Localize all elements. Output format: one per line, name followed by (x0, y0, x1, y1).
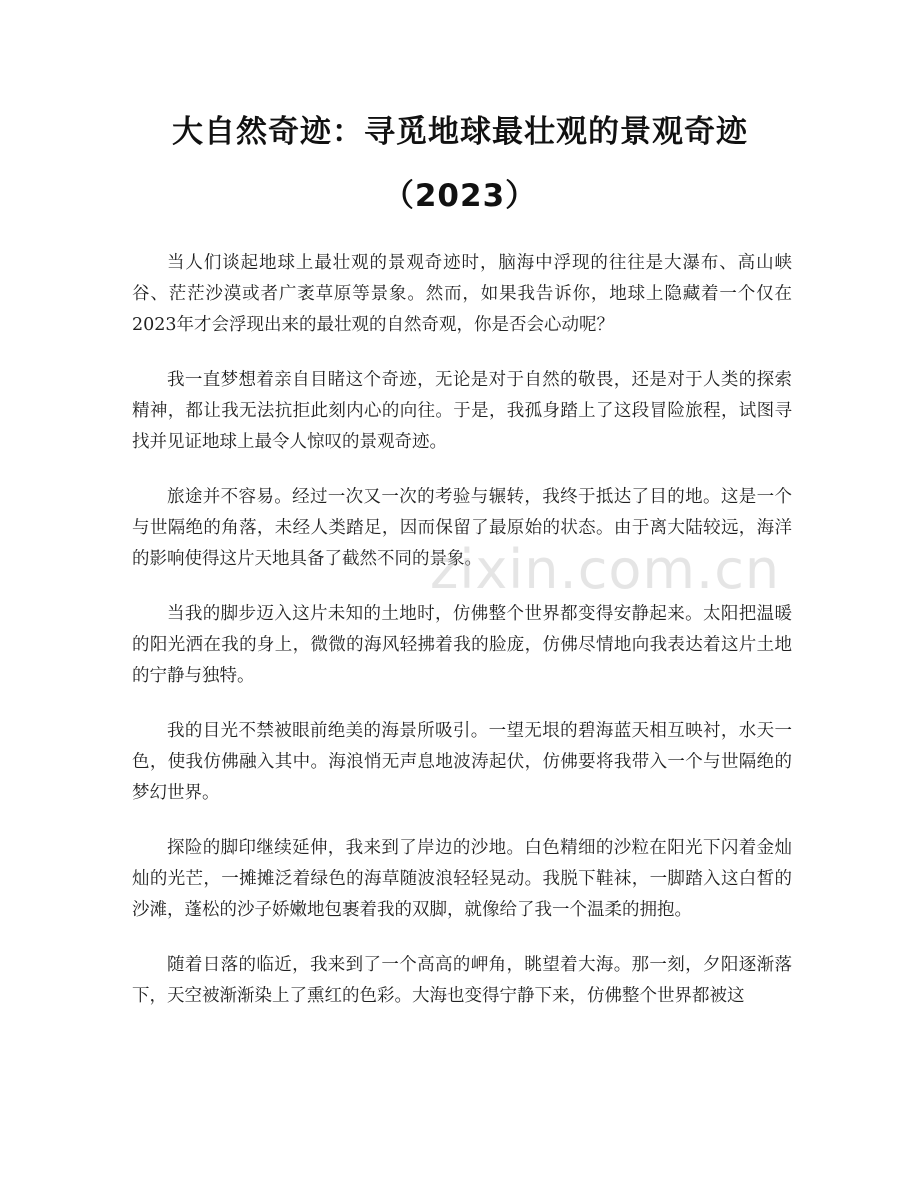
paragraph: 我一直梦想着亲自目睹这个奇迹，无论是对于自然的敬畏，还是对于人类的探索精神，都让我无法抗拒此刻内心的向往。于是，我孤身踏上了这段冒险旅程，试图寻找并见证地球上最令人惊叹的景观奇迹。 (132, 370, 792, 452)
paragraph: 当我的脚步迈入这片未知的土地时，仿佛整个世界都变得安静起来。太阳把温暖的阳光洒在我的身上，微微的海风轻拂着我的脸庞，仿佛尽情地向我表达着这片土地的宁静与独特。 (132, 604, 792, 686)
watermark: zixin.com.cn (430, 538, 781, 601)
document-title: 大自然奇迹：寻觅地球最壮观的景观奇迹（2023） (172, 114, 748, 214)
paragraph: 探险的脚印继续延伸，我来到了岸边的沙地。白色精细的沙粒在阳光下闪着金灿灿的光芒，一摊摊泛着绿色的海草随波浪轻轻晃动。我脱下鞋袜，一脚踏入这白皙的沙滩，蓬松的沙子娇嫩地包裹着我的双脚，就像给了我一个温柔的拥抱。 (132, 838, 792, 920)
paragraph: 随着日落的临近，我来到了一个高高的岬角，眺望着大海。那一刻，夕阳逐渐落下，天空被渐渐染上了熏红的色彩。大海也变得宁静下来，仿佛整个世界都被这 (132, 955, 792, 1006)
paragraph: 旅途并不容易。经过一次又一次的考验与辗转，我终于抵达了目的地。这是一个与世隔绝的角落，未经人类踏足，因而保留了最原始的状态。由于离大陆较远，海洋的影响使得这片天地具备了截然不同的景象。 (132, 487, 792, 569)
document-body (132, 248, 792, 1036)
paragraph: 我的目光不禁被眼前绝美的海景所吸引。一望无垠的碧海蓝天相互映衬，水天一色，使我仿佛融入其中。海浪悄无声息地波涛起伏，仿佛要将我带入一个与世隔绝的梦幻世界。 (132, 721, 792, 803)
paragraph: 当人们谈起地球上最壮观的景观奇迹时，脑海中浮现的往往是大瀑布、高山峡谷、茫茫沙漠或者广袤草原等景象。然而，如果我告诉你，地球上隐藏着一个仅在2023年才会浮现出来的最壮观的自然奇观，你是否会心动呢？ (132, 253, 792, 335)
